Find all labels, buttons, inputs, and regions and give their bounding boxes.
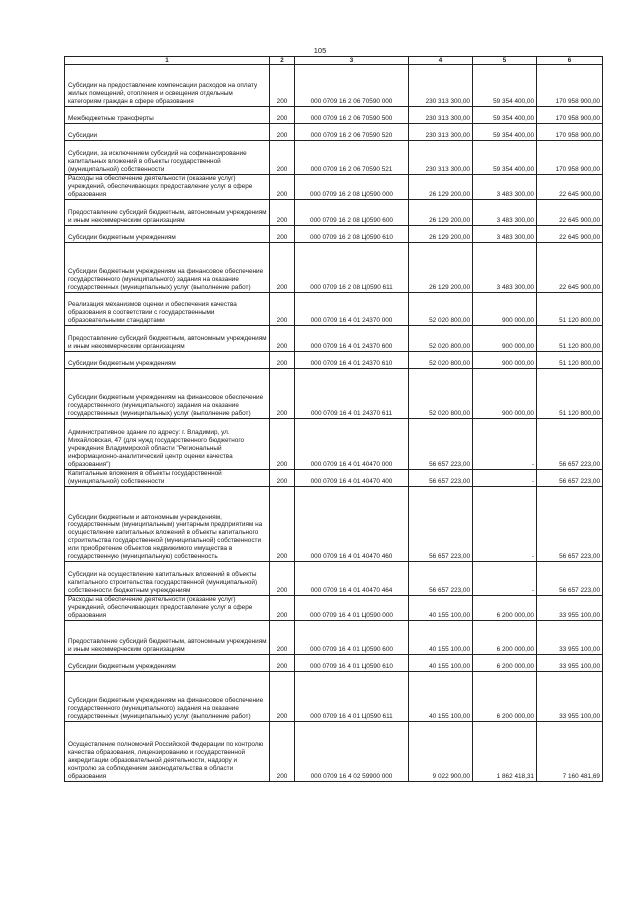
- header-col-6: 6: [537, 57, 603, 65]
- table-row: [65, 369, 603, 419]
- row-code: 000 0709 16 4 01 40470 400: [295, 470, 409, 487]
- row-value-5: 3 483 300,00: [473, 175, 537, 200]
- table-row: [65, 243, 603, 293]
- row-code: 000 0709 16 2 06 70590 500: [295, 107, 409, 124]
- row-value-4: 26 129 200,00: [409, 175, 473, 200]
- row-value-6: 56 657 223,00: [537, 562, 603, 596]
- header-row: [65, 57, 603, 65]
- row-code: 000 0709 16 4 01 40470 460: [295, 487, 409, 562]
- row-value-4: 56 657 223,00: [409, 470, 473, 487]
- row-code: 000 0709 16 4 01 Ц0590 000: [295, 596, 409, 621]
- header-col-2: 2: [270, 57, 295, 65]
- row-value-5: 900 000,00: [473, 352, 537, 369]
- table-row: [65, 326, 603, 352]
- row-description: Предоставление субсидий бюджетным, автономным учреждениям и иным некоммерческим организациям: [65, 200, 270, 226]
- row-value-4: 56 657 223,00: [409, 487, 473, 562]
- table-row: [65, 562, 603, 596]
- table-row: [65, 65, 603, 107]
- row-value-6: 33 955 100,00: [537, 655, 603, 672]
- table-row: [65, 200, 603, 226]
- row-value-5: 900 000,00: [473, 293, 537, 326]
- row-code: 000 0709 16 2 08 Ц0590 000: [295, 175, 409, 200]
- row-col2: 200: [270, 141, 295, 175]
- row-value-4: 26 129 200,00: [409, 200, 473, 226]
- row-col2: 200: [270, 124, 295, 141]
- row-value-5: -: [473, 419, 537, 470]
- row-value-4: 26 129 200,00: [409, 226, 473, 243]
- row-description: Межбюджетные трансферты: [65, 107, 270, 124]
- row-code: 000 0709 16 4 01 Ц0590 610: [295, 655, 409, 672]
- row-value-4: 56 657 223,00: [409, 562, 473, 596]
- row-value-4: 26 129 200,00: [409, 243, 473, 293]
- row-col2: 200: [270, 672, 295, 722]
- header-col-1: 1: [65, 57, 270, 65]
- row-col2: 200: [270, 107, 295, 124]
- row-description: Расходы на обеспечение деятельности (оказание услуг) учреждений, обеспечивающих предоставление услуг в сфере образования: [65, 175, 270, 200]
- row-code: 000 0709 16 2 06 70590 520: [295, 124, 409, 141]
- row-col2: 200: [270, 621, 295, 655]
- row-value-6: 22 645 900,00: [537, 226, 603, 243]
- row-value-6: 51 120 800,00: [537, 369, 603, 419]
- table-row: [65, 141, 603, 175]
- row-value-5: 59 354 400,00: [473, 107, 537, 124]
- row-value-4: 40 155 100,00: [409, 655, 473, 672]
- row-description: Субсидии бюджетным учреждениям на финансовое обеспечение государственного (муниципального) задания на оказание государственных (муниципальных) услуг (выполнение работ): [65, 369, 270, 419]
- row-value-4: 52 020 800,00: [409, 293, 473, 326]
- row-value-5: 6 200 000,00: [473, 596, 537, 621]
- budget-table: [64, 56, 603, 782]
- row-value-5: 6 200 000,00: [473, 655, 537, 672]
- row-value-6: 33 955 100,00: [537, 596, 603, 621]
- row-value-5: -: [473, 487, 537, 562]
- table-row: [65, 470, 603, 487]
- row-value-5: 3 483 300,00: [473, 200, 537, 226]
- row-code: 000 0709 16 2 08 Ц0590 611: [295, 243, 409, 293]
- table-row: [65, 419, 603, 470]
- row-code: 000 0709 16 4 01 Ц0590 611: [295, 672, 409, 722]
- table-row: [65, 487, 603, 562]
- row-value-5: 59 354 400,00: [473, 124, 537, 141]
- row-value-5: 59 354 400,00: [473, 65, 537, 107]
- row-value-5: 900 000,00: [473, 369, 537, 419]
- row-col2: 200: [270, 352, 295, 369]
- row-description: Реализация механизмов оценки и обеспечения качества образования в соответствии с государственными образовательными стандартами: [65, 293, 270, 326]
- table-body: [65, 65, 603, 782]
- row-col2: 200: [270, 369, 295, 419]
- row-value-4: 52 020 800,00: [409, 369, 473, 419]
- row-value-4: 52 020 800,00: [409, 352, 473, 369]
- table-row: [65, 655, 603, 672]
- row-value-4: 230 313 300,00: [409, 107, 473, 124]
- row-value-5: -: [473, 562, 537, 596]
- table-header: [65, 57, 603, 65]
- row-description: Субсидии, за исключением субсидий на софинансирование капитальных вложений в объекты государственной (муниципальной) собственности: [65, 141, 270, 175]
- row-code: 000 0709 16 4 01 Ц0590 600: [295, 621, 409, 655]
- header-col-3: 3: [295, 57, 409, 65]
- row-value-6: 51 120 800,00: [537, 293, 603, 326]
- header-col-4: 4: [409, 57, 473, 65]
- row-code: 000 0709 16 4 02 59900 000: [295, 722, 409, 782]
- row-description: Субсидии на предоставление компенсации расходов на оплату жилых помещений, отопления и освещения отдельным категориям граждан в сфере образования: [65, 65, 270, 107]
- row-value-5: 6 200 000,00: [473, 621, 537, 655]
- row-col2: 200: [270, 655, 295, 672]
- row-code: 000 0709 16 2 06 70590 521: [295, 141, 409, 175]
- table-row: [65, 293, 603, 326]
- row-col2: 200: [270, 65, 295, 107]
- table-row: [65, 175, 603, 200]
- row-value-5: 3 483 300,00: [473, 243, 537, 293]
- row-description: Капитальные вложения в объекты государственной (муниципальной) собственности: [65, 470, 270, 487]
- row-description: Административное здание по адресу: г. Владимир, ул. Михайловская, 47 (для нужд государственного бюджетного учреждения Владимирской области "Региональный информационно-аналитический центр оценки качества образования"): [65, 419, 270, 470]
- row-code: 000 0709 16 4 01 40470 000: [295, 419, 409, 470]
- row-value-6: 7 160 481,69: [537, 722, 603, 782]
- row-code: 000 0709 16 4 01 24370 610: [295, 352, 409, 369]
- header-col-5: 5: [473, 57, 537, 65]
- row-description: Субсидии бюджетным учреждениям: [65, 655, 270, 672]
- row-description: Осуществление полномочий Российской Федерации по контролю качества образования, лицензированию и государственной аккредитации образовательной деятельности, надзору и контролю за соблюдением законодательства в области образования: [65, 722, 270, 782]
- row-description: Расходы на обеспечение деятельности (оказание услуг) учреждений, обеспечивающих предоставление услуг в сфере образования: [65, 596, 270, 621]
- row-value-6: 56 657 223,00: [537, 419, 603, 470]
- row-value-4: 230 313 300,00: [409, 141, 473, 175]
- row-col2: 200: [270, 175, 295, 200]
- row-value-4: 230 313 300,00: [409, 65, 473, 107]
- row-col2: 200: [270, 243, 295, 293]
- row-col2: 200: [270, 722, 295, 782]
- row-value-4: 230 313 300,00: [409, 124, 473, 141]
- row-description: Субсидии бюджетным учреждениям: [65, 226, 270, 243]
- row-code: 000 0709 16 2 08 Ц0590 610: [295, 226, 409, 243]
- row-value-4: 52 020 800,00: [409, 326, 473, 352]
- row-value-4: 40 155 100,00: [409, 596, 473, 621]
- row-value-5: 1 862 418,31: [473, 722, 537, 782]
- row-value-6: 170 958 900,00: [537, 124, 603, 141]
- row-value-6: 33 955 100,00: [537, 621, 603, 655]
- row-value-6: 56 657 223,00: [537, 487, 603, 562]
- row-col2: 200: [270, 226, 295, 243]
- row-description: Предоставление субсидий бюджетным, автономным учреждениям и иным некоммерческим организациям: [65, 326, 270, 352]
- row-value-5: 3 483 300,00: [473, 226, 537, 243]
- table-row: [65, 107, 603, 124]
- row-value-6: 170 958 900,00: [537, 141, 603, 175]
- table-row: [65, 621, 603, 655]
- table-row: [65, 124, 603, 141]
- row-col2: 200: [270, 596, 295, 621]
- row-value-6: 33 955 100,00: [537, 672, 603, 722]
- row-col2: 200: [270, 200, 295, 226]
- row-value-6: 22 645 900,00: [537, 175, 603, 200]
- row-col2: 200: [270, 293, 295, 326]
- row-code: 000 0709 16 2 06 70590 000: [295, 65, 409, 107]
- row-value-6: 51 120 800,00: [537, 352, 603, 369]
- row-code: 000 0709 16 4 01 24370 000: [295, 293, 409, 326]
- row-value-6: 170 958 900,00: [537, 65, 603, 107]
- row-description: Субсидии на осуществление капитальных вложений в объекты капитального строительства государственной (муниципальной) собственности бюджетным учреждениям: [65, 562, 270, 596]
- table-row: [65, 596, 603, 621]
- row-code: 000 0709 16 4 01 24370 600: [295, 326, 409, 352]
- row-col2: 200: [270, 470, 295, 487]
- row-value-4: 40 155 100,00: [409, 621, 473, 655]
- table-row: [65, 352, 603, 369]
- row-code: 000 0709 16 4 01 24370 611: [295, 369, 409, 419]
- row-value-5: 900 000,00: [473, 326, 537, 352]
- table-row: [65, 672, 603, 722]
- row-value-5: -: [473, 470, 537, 487]
- row-col2: 200: [270, 419, 295, 470]
- row-code: 000 0709 16 2 08 Ц0590 600: [295, 200, 409, 226]
- row-value-5: 6 200 000,00: [473, 672, 537, 722]
- row-col2: 200: [270, 326, 295, 352]
- row-description: Субсидии бюджетным и автономным учреждениям, государственным (муниципальным) унитарным предприятиям на осуществление капитальных вложений в объекты капитального строительства государственной (муниципальной) собственности или приобретение объектов недвижимого имущества в государственную (муниципальную) собственность: [65, 487, 270, 562]
- row-description: Предоставление субсидий бюджетным, автономным учреждениям и иным некоммерческим организациям: [65, 621, 270, 655]
- row-value-4: 9 022 900,00: [409, 722, 473, 782]
- row-col2: 200: [270, 487, 295, 562]
- row-description: Субсидии: [65, 124, 270, 141]
- table-row: [65, 226, 603, 243]
- row-value-6: 22 645 900,00: [537, 200, 603, 226]
- row-code: 000 0709 16 4 01 40470 464: [295, 562, 409, 596]
- row-description: Субсидии бюджетным учреждениям на финансовое обеспечение государственного (муниципального) задания на оказание государственных (муниципальных) услуг (выполнение работ): [65, 243, 270, 293]
- row-value-4: 40 155 100,00: [409, 672, 473, 722]
- row-col2: 200: [270, 562, 295, 596]
- row-value-5: 59 354 400,00: [473, 141, 537, 175]
- row-value-6: 22 645 900,00: [537, 243, 603, 293]
- table-row: [65, 722, 603, 782]
- page-number: 105: [313, 46, 327, 55]
- row-description: Субсидии бюджетным учреждениям: [65, 352, 270, 369]
- row-value-6: 170 958 900,00: [537, 107, 603, 124]
- row-value-6: 56 657 223,00: [537, 470, 603, 487]
- row-value-6: 51 120 800,00: [537, 326, 603, 352]
- row-description: Субсидии бюджетным учреждениям на финансовое обеспечение государственного (муниципального) задания на оказание государственных (муниципальных) услуг (выполнение работ): [65, 672, 270, 722]
- row-value-4: 56 657 223,00: [409, 419, 473, 470]
